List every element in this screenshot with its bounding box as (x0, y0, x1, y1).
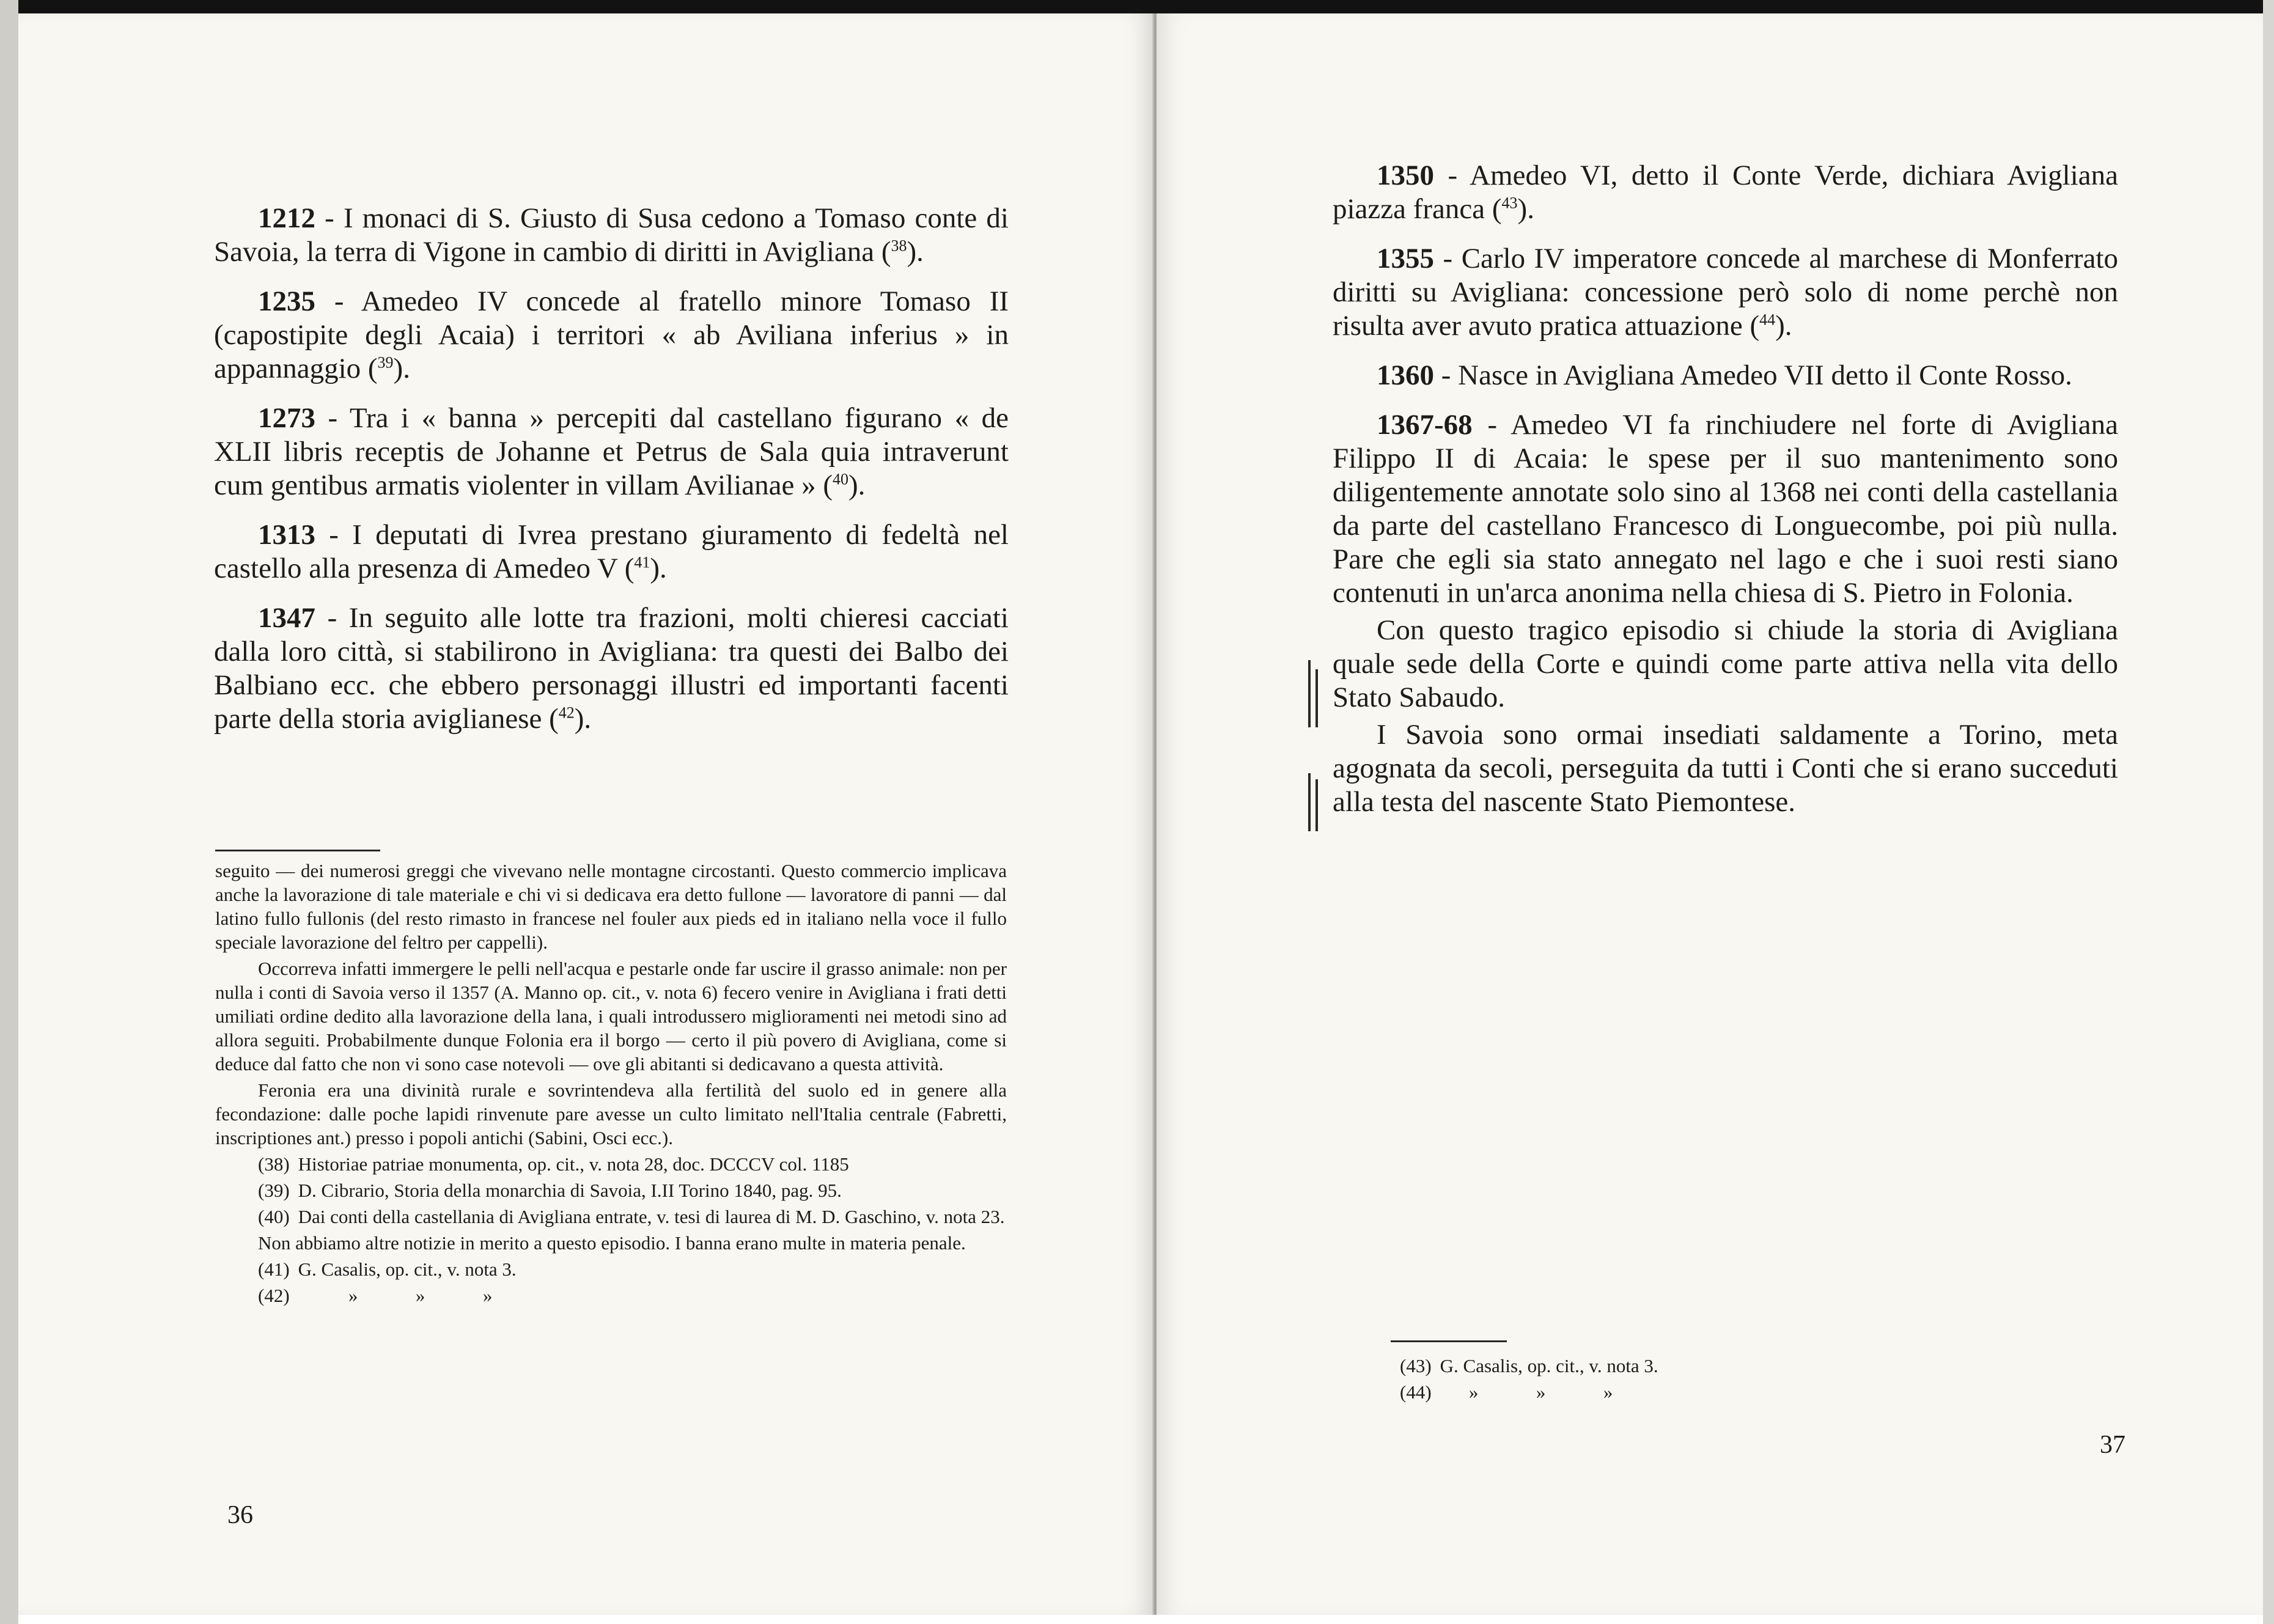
footnote-number: (40) (258, 1206, 290, 1227)
closing-paragraph: Con questo tragico episodio si chiude la storia di Avigliana quale sede della Corte e quindi come parte attiva nella vita dello Stato Sabaudo. (1333, 614, 2118, 713)
footnote-42 (215, 1284, 1007, 1307)
entry-text: - Tra i « banna » percepiti dal castellano figurano « de XLII libris receptis de Johanne et Petrus de Sala quia intraverunt cum gentibus armatis violenter in villam Avilianae » ( (214, 402, 1009, 501)
footnote-number: (44) (1400, 1381, 1432, 1403)
ditto-mark: » (1603, 1381, 1613, 1403)
entry-year: 1350 (1377, 160, 1434, 191)
footnote-text: G. Casalis, op. cit., v. nota 3. (1440, 1355, 1658, 1376)
entry-end: ). (650, 553, 667, 584)
closing-paragraph: I Savoia sono ormai insediati saldamente a Torino, meta agognata da secoli, perseguita da tutti i Conti che si erano succeduti alla testa del nascente Stato Piemontese. (1333, 719, 2118, 818)
footnote-number: (43) (1400, 1355, 1432, 1376)
ditto-mark: » (482, 1285, 493, 1306)
entry-year: 1235 (258, 285, 315, 317)
footnote-39 (215, 1178, 1007, 1202)
right-footnotes (1400, 1354, 1828, 1406)
scan-right-edge (2263, 0, 2274, 1624)
footnote-continuation: Feronia era una divinità rurale e sovrintendeva alla fertilità del suolo ed in genere alla fecondazione: dalle poche lapidi rinvenute pare avesse un culto limitato nell'Italia centrale (Fabretti, inscriptiones ant.) presso i popoli antichi (Sabini, Osci ecc.). (215, 1079, 1007, 1148)
footnote-ref: 40 (833, 470, 848, 488)
entry-end: ). (907, 236, 924, 268)
entry-year: 1367-68 (1377, 409, 1473, 441)
chronology-entry (1333, 242, 2118, 343)
footnote-text: G. Casalis, op. cit., v. nota 3. (298, 1258, 517, 1280)
page-number-right: 37 (2100, 1431, 2125, 1459)
footnote-40 (215, 1205, 1007, 1229)
entry-end: ). (848, 469, 866, 501)
footnote-rule (1391, 1340, 1507, 1342)
chronology-entry (214, 601, 1009, 736)
chronology-entry (214, 402, 1009, 502)
footnote-number: (42) (258, 1285, 290, 1306)
chronology-entry (1333, 408, 2118, 610)
entry-text: - I deputati di Ivrea prestano giuramento di fedeltà nel castello alla presenza di Amedeo V ( (214, 519, 1009, 584)
scan-top-edge (0, 0, 2274, 13)
left-page-body (214, 202, 1009, 752)
entry-end: ). (1517, 193, 1534, 225)
footnote-text: Dai conti della castellania di Avigliana entrate, v. tesi di laurea di M. D. Gaschino, v. nota 23. (298, 1206, 1005, 1227)
footnote-ref: 41 (634, 553, 650, 571)
entry-text: - Nasce in Avigliana Amedeo VII detto il Conte Rosso. (1434, 359, 2072, 391)
entry-end: ). (574, 703, 592, 735)
chronology-entry (1333, 159, 2118, 226)
entry-year: 1212 (258, 202, 315, 234)
margin-pen-mark (1308, 660, 1311, 727)
chronology-entry (214, 202, 1009, 269)
ditto-mark: » (415, 1285, 425, 1306)
page-number-left: 36 (227, 1501, 253, 1529)
footnote-41 (215, 1257, 1007, 1281)
entry-text: - Amedeo IV concede al fratello minore Tomaso II (capostipite degli Acaia) i territori « ab Aviliana inferius » in appannaggio ( (214, 285, 1009, 384)
entry-year: 1347 (258, 602, 315, 634)
footnote-continuation: Occorreva infatti immergere le pelli nell'acqua e pestarle onde far uscire il grasso animale: non per nulla i conti di Savoia verso il 1357 (A. Manno op. cit., v. nota 6) fecero venire in Avigliana i frati detti umiliati ordine dedito alla lavorazione della lana, i quali introdussero miglioramenti nei metodi sino ad allora seguiti. Probabilmente dunque Folonia era il borgo — certo il più povero di Avigliana, come si deduce dal fatto che non vi sono case notevoli — ove gli abitanti si dedicavano a questa attività. (215, 958, 1007, 1075)
margin-pen-mark (1315, 669, 1318, 727)
footnote-ref: 38 (891, 237, 907, 255)
entry-year: 1273 (258, 402, 315, 434)
chronology-entry (1333, 359, 2118, 392)
entry-text: - In seguito alle lotte tra frazioni, molti chieresi cacciati dalla loro città, si stabilirono in Avigliana: tra questi dei Balbo dei Balbiano ecc. che ebbero personaggi illustri ed importanti facenti parte della storia aviglianese ( (214, 602, 1009, 735)
ditto-mark: » (1536, 1381, 1546, 1403)
margin-pen-mark (1308, 773, 1311, 831)
footnote-44 (1400, 1380, 1828, 1404)
left-footnotes (215, 859, 1007, 1310)
entry-text: - Amedeo VI, detto il Conte Verde, dichiara Avigliana piazza franca ( (1333, 160, 2118, 225)
entry-text: - I monaci di S. Giusto di Susa cedono a Tomaso conte di Savoia, la terra di Vigone in cambio di diritti in Avigliana ( (214, 202, 1009, 268)
footnote-ref: 43 (1501, 194, 1518, 212)
footnote-number: (39) (258, 1180, 290, 1201)
entry-end: ). (393, 353, 410, 384)
entry-text: - Carlo IV imperatore concede al marchese di Monferrato diritti su Avigliana: concessione però solo di nome perchè non risulta aver avuto pratica attuazione ( (1333, 243, 2118, 342)
footnote-38 (215, 1152, 1007, 1176)
footnote-ref: 44 (1759, 310, 1776, 329)
entry-end: ). (1775, 310, 1792, 342)
entry-year: 1313 (258, 519, 315, 551)
footnote-text: D. Cibrario, Storia della monarchia di Savoia, I.II Torino 1840, pag. 95. (298, 1180, 842, 1201)
footnote-continuation: seguito — dei numerosi greggi che vivevano nelle montagne circostanti. Questo commercio implicava anche la lavorazione di tale materiale e chi vi si dedicava era detto fullone — lavoratore di panni — dal latino fullo fullonis (del resto rimasto in francese nel fouler aux pieds ed in italiano nella voce il fullo speciale lavorazione del feltro per cappelli). (215, 860, 1007, 953)
footnote-number: (41) (258, 1258, 290, 1280)
footnote-number: (38) (258, 1153, 290, 1175)
right-page-body (1333, 159, 2118, 835)
chronology-entry (214, 518, 1009, 586)
scan-left-edge (0, 0, 18, 1624)
footnote-40-continued: Non abbiamo altre notizie in merito a questo episodio. I banna erano multe in materia penale. (258, 1232, 966, 1254)
entry-text: - Amedeo VI fa rinchiudere nel forte di Avigliana Filippo II di Acaia: le spese per il suo mantenimento sono diligentemente annotate solo sino al 1368 nei conti della castellania da parte del castellano Francesco di Longuecombe, poi più nulla. Pare che egli sia stato annegato nel lago e che i suoi resti siano contenuti in un'arca anonima nella chiesa di S. Pietro in Folonia. (1333, 409, 2118, 609)
footnote-rule (215, 850, 380, 851)
ditto-mark: » (348, 1285, 358, 1306)
chronology-entry (214, 285, 1009, 386)
entry-year: 1355 (1377, 243, 1434, 274)
footnote-ref: 42 (558, 704, 575, 722)
entry-year: 1360 (1377, 359, 1434, 391)
footnote-ref: 39 (377, 353, 394, 372)
footnote-text: Historiae patriae monumenta, op. cit., v. nota 28, doc. DCCCV col. 1185 (298, 1153, 849, 1175)
ditto-mark: » (1468, 1381, 1479, 1403)
margin-pen-mark (1315, 779, 1318, 831)
footnote-43 (1400, 1354, 1828, 1378)
